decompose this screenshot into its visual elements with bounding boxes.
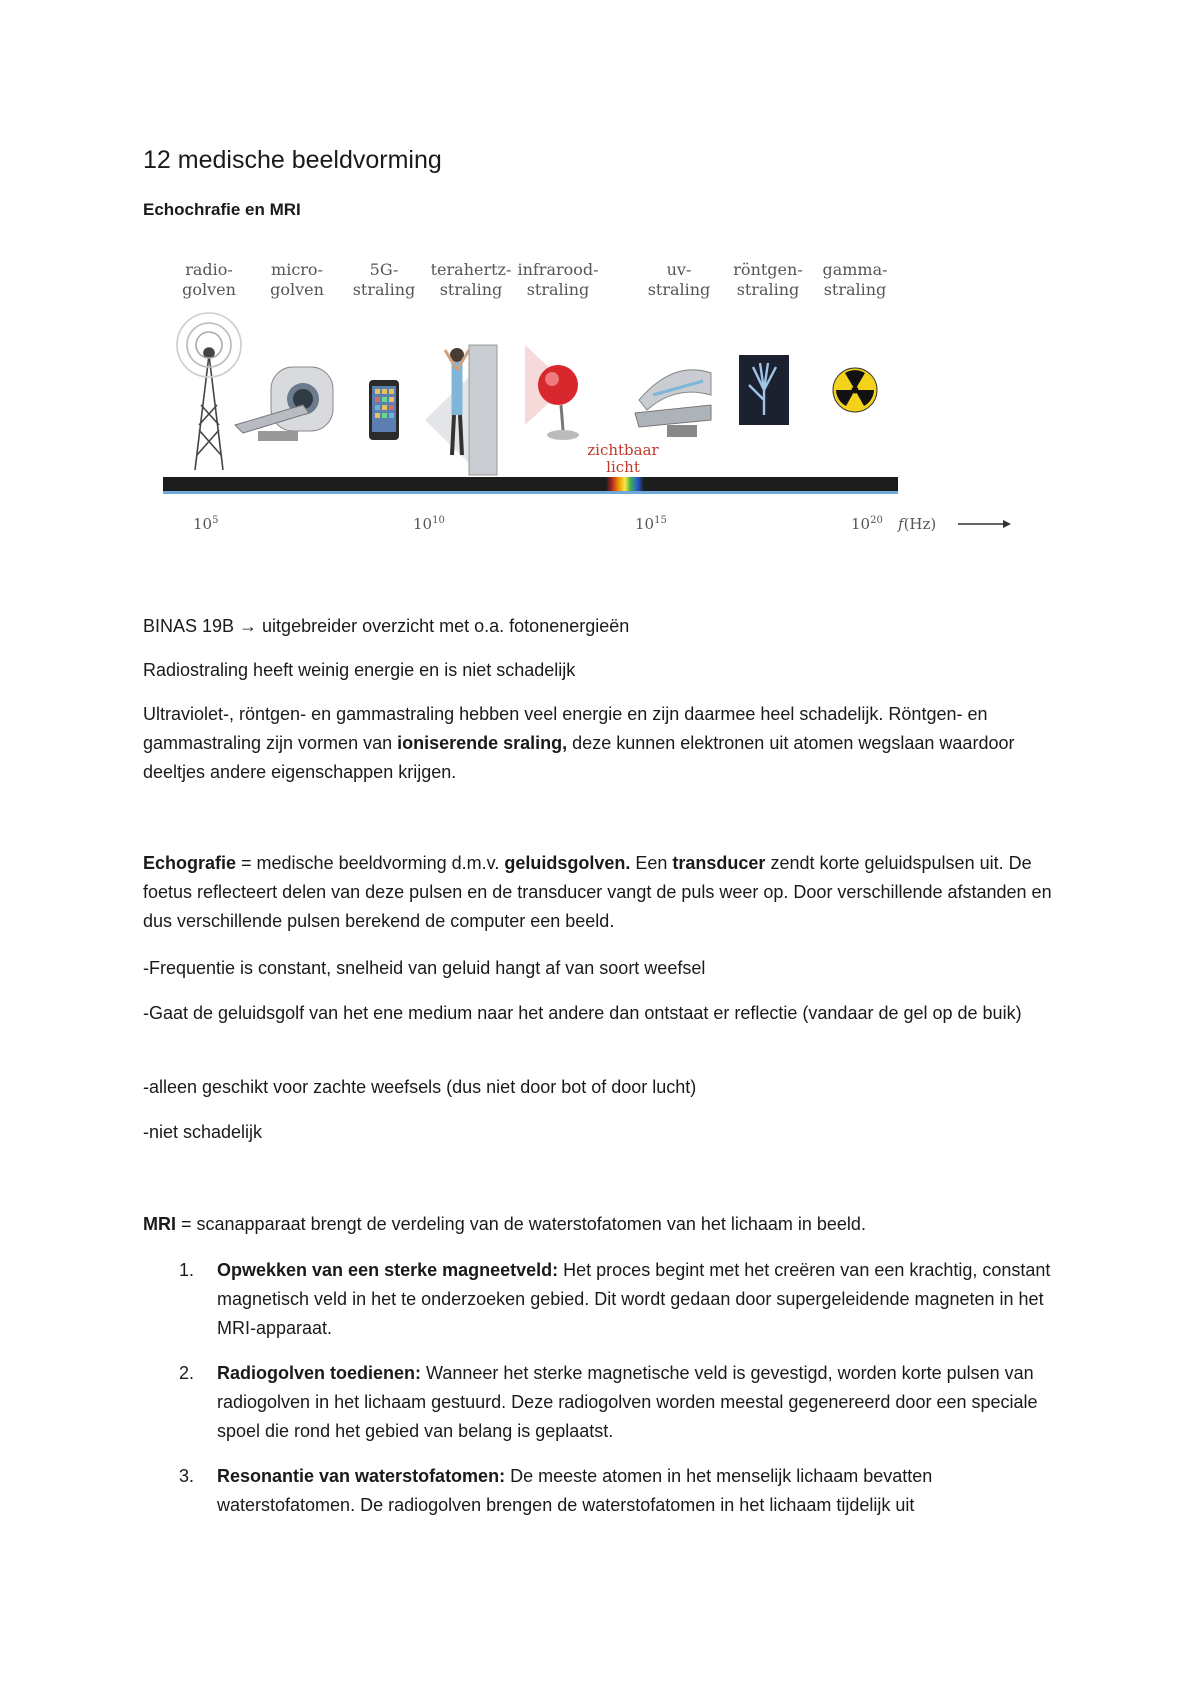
spectrum-bar-edge — [163, 491, 898, 494]
list-number: 2. — [179, 1363, 195, 1383]
mri-steps-list — [143, 1256, 1063, 1536]
echo-bold-2: geluidsgolven. — [504, 853, 631, 873]
echo-paragraph — [143, 849, 1063, 936]
ionizing-text-2: deze kunnen elektronen uit atomen wegslaan waardoor deeltjes andere eigenschappen krijgen. — [143, 733, 1015, 782]
echo-point-2: -Gaat de geluidsgolf van het ene medium naar het andere dan ontstaat er reflectie (vandaar de gel op de buik) — [143, 1003, 1022, 1023]
ionizing-text-1: Ultraviolet-, röntgen- en gammastraling hebben veel energie en zijn daarmee heel schadelijk. Röntgen- en gammastraling zijn vormen van — [143, 704, 988, 753]
list-item — [143, 1359, 1063, 1446]
step-text: Wanneer het sterke magnetische veld is gevestigd, worden korte pulsen van radiogolven in het lichaam gestuurd. Deze radiogolven worden meestal gegenereerd door een speciale spoel die rond het gebied van belang is geplaatst. — [217, 1363, 1038, 1441]
echo-bold-3: transducer — [672, 853, 766, 873]
mri-scanner-icon — [235, 367, 333, 441]
list-item — [143, 1256, 1063, 1343]
step-heading: Radiogolven toedienen: — [217, 1363, 422, 1383]
axis-label: f(Hz) — [898, 515, 937, 533]
category-label-terahertz: terahertz- — [430, 260, 512, 279]
category-label-rontgen: röntgen- — [733, 260, 803, 279]
mri-term: MRI — [143, 1214, 176, 1234]
binas-prefix: BINAS 19B — [143, 616, 240, 636]
step-text: De meeste atomen in het menselijk lichaam bevatten waterstofatomen. De radiogolven brengen de waterstofatomen in het lichaam tijdelijk uit — [217, 1466, 933, 1515]
category-label-rontgen-2: straling — [736, 280, 800, 299]
category-label-5g-2: straling — [352, 280, 416, 299]
category-label-radio: radio- — [185, 260, 233, 279]
tick-label-1e15: $10^{15}$ — [635, 515, 667, 533]
page-title: 12 medische beeldvorming — [143, 146, 442, 174]
infrared-lamp-icon — [525, 345, 579, 440]
section-subtitle: Echochrafie en MRI — [143, 200, 301, 219]
visible-light-label-2: licht — [606, 458, 640, 476]
step-text: Het proces begint met het creëren van een krachtig, constant magnetisch veld in het te onderzoeken gebied. Dit wordt gedaan door supergeleidende magneten in het MRI-apparaat. — [217, 1260, 1051, 1338]
xray-hand-icon — [739, 355, 789, 425]
radio-tower-icon — [177, 313, 241, 470]
category-label-gamma-2: straling — [823, 280, 887, 299]
echo-text-3: zendt korte geluidspulsen uit. De foetus reflecteert delen van deze pulsen en de transducer vangt de puls weer op. Door verschillende afstanden en dus verschillende pulsen berekend de computer een beeld. — [143, 853, 1052, 931]
binas-text: uitgebreider overzicht met o.a. fotonenergieën — [257, 616, 630, 636]
category-label-micro: micro- — [271, 260, 323, 279]
category-label-infrarood-2: straling — [526, 280, 590, 299]
spectrum-bar — [163, 477, 898, 491]
category-label-micro-2: golven — [270, 280, 324, 299]
category-label-gamma: gamma- — [822, 260, 888, 279]
tanning-bed-icon — [635, 370, 711, 437]
axis-arrow-icon — [958, 520, 1011, 528]
tick-label-1e10: $10^{10}$ — [413, 515, 445, 533]
smartphone-icon — [369, 380, 399, 440]
echo-term: Echografie — [143, 853, 237, 873]
mri-text: = scanapparaat brengt de verdeling van de waterstofatomen van het lichaam in beeld. — [176, 1214, 866, 1234]
category-label-radio-2: golven — [182, 280, 236, 299]
ionizing-bold: ioniserende sraling, — [397, 733, 568, 753]
visible-light-label: zichtbaar — [587, 441, 659, 459]
em-spectrum-svg — [163, 255, 1063, 585]
em-spectrum-figure — [163, 255, 1063, 585]
category-label-uv: uv- — [666, 260, 692, 279]
binas-reference — [143, 612, 1063, 641]
list-item — [143, 1462, 1063, 1520]
step-heading: Opwekken van een sterke magneetveld: — [217, 1260, 559, 1280]
tick-label-1e20: $10^{20}$ — [851, 515, 883, 533]
category-label-uv-2: straling — [647, 280, 711, 299]
category-label-5g: 5G- — [369, 260, 399, 279]
arrow-right-icon: → — [239, 616, 258, 636]
tick-label-1e5: $10^5$ — [193, 515, 219, 533]
category-label-infrarood: infrarood- — [517, 260, 599, 279]
list-number: 3. — [179, 1466, 195, 1486]
mri-paragraph — [143, 1210, 1063, 1239]
echo-point-4: -niet schadelijk — [143, 1122, 263, 1142]
echo-point-1: -Frequentie is constant, snelheid van geluid hangt af van soort weefsel — [143, 958, 706, 978]
visible-band — [606, 477, 644, 491]
step-heading: Resonantie van waterstofatomen: — [217, 1466, 506, 1486]
ionizing-paragraph — [143, 700, 1063, 787]
echo-text-1: = medische beeldvorming d.m.v. — [236, 853, 505, 873]
terahertz-scanner-icon — [425, 345, 497, 475]
echo-point-3: -alleen geschikt voor zachte weefsels (dus niet door bot of door lucht) — [143, 1077, 697, 1097]
radiation-symbol-icon — [833, 368, 877, 412]
echo-text-2: Een — [630, 853, 673, 873]
radio-paragraph: Radiostraling heeft weinig energie en is niet schadelijk — [143, 660, 576, 680]
list-number: 1. — [179, 1260, 195, 1280]
category-label-terahertz-2: straling — [439, 280, 503, 299]
